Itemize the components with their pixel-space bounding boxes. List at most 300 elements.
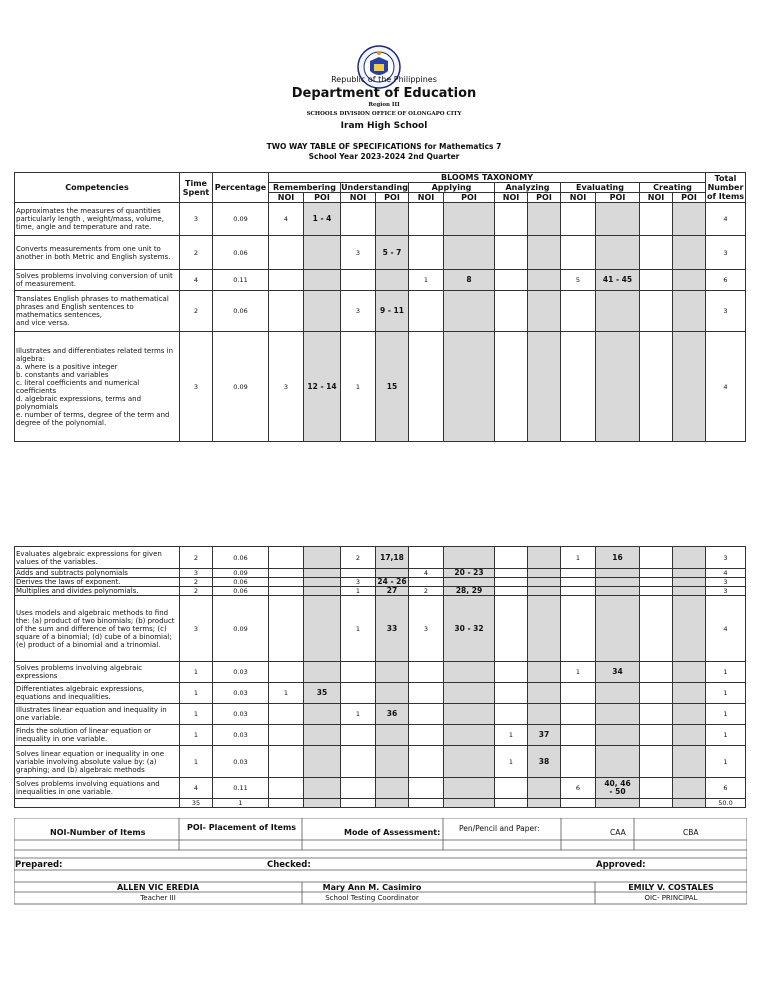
noi-cell [409,203,444,236]
poi-cell: 40, 46 - 50 [596,778,640,799]
poi-cell: 15 [376,332,409,442]
competency-text: Translates English phrases to mathematical phrases and English sentences to mathematics sentences, and vice versa. [15,291,180,332]
level-header-evaluating: Evaluating [561,183,640,193]
poi-cell: 36 [376,704,409,725]
poi-cell: 27 [376,587,409,596]
noi-cell [269,236,304,270]
total-items-cell: 1 [706,683,746,704]
percentage-cell: 0.06 [213,587,269,596]
poi-cell [304,236,341,270]
time-spent-cell: 3 [180,203,213,236]
competency-text: Converts measurements from one unit to another in both Metric and English systems. [15,236,180,270]
noi-cell [269,569,304,578]
poi-header: POI [444,193,495,203]
poi-cell [304,578,341,587]
noi-cell [495,203,528,236]
noi-cell [495,547,528,569]
noi-cell [409,332,444,442]
poi-cell [528,547,561,569]
noi-header: NOI [561,193,596,203]
noi-cell [640,236,673,270]
competency-row [15,725,746,746]
total-items-cell: 3 [706,236,746,270]
percentage-cell: 0.03 [213,662,269,683]
noi-cell: 3 [341,236,376,270]
noi-cell: 3 [409,596,444,662]
poi-cell [376,683,409,704]
approved-title: OIC- PRINCIPAL [644,894,698,902]
competency-text: Solves linear equation or inequality in one variable involving absolute value by: (a) graphing; and (b) algebraic methods [15,746,180,778]
poi-cell [528,569,561,578]
poi-cell: 33 [376,596,409,662]
document-title: TWO WAY TABLE OF SPECIFICATIONS for Mathematics 7 [266,142,502,151]
noi-cell: 4 [409,569,444,578]
totals-blank [409,799,444,808]
noi-cell [640,778,673,799]
poi-cell [673,270,706,291]
blooms-taxonomy-header: BLOOMS TAXONOMY [269,173,706,183]
poi-cell [304,547,341,569]
noi-cell: 3 [269,332,304,442]
noi-cell: 1 [409,270,444,291]
poi-cell [596,704,640,725]
poi-cell: 8 [444,270,495,291]
poi-cell [596,291,640,332]
noi-cell [640,587,673,596]
noi-header: NOI [409,193,444,203]
noi-cell [495,270,528,291]
poi-cell [673,236,706,270]
checked-name: Mary Ann M. Casimiro [322,883,422,892]
poi-cell [304,291,341,332]
poi-cell [304,587,341,596]
percentage-cell: 0.06 [213,291,269,332]
time-spent-cell: 2 [180,291,213,332]
poi-cell [673,683,706,704]
noi-cell [409,547,444,569]
poi-cell: 5 - 7 [376,236,409,270]
poi-cell [596,236,640,270]
percentage-cell: 0.11 [213,778,269,799]
competency-text: Illustrates linear equation and inequality in one variable. [15,704,180,725]
noi-legend: NOI-Number of Items [50,828,146,837]
noi-cell [269,662,304,683]
poi-cell [444,662,495,683]
poi-cell: 17,18 [376,547,409,569]
noi-cell [640,704,673,725]
time-spent-cell: 3 [180,596,213,662]
poi-cell [304,662,341,683]
noi-cell [341,270,376,291]
total-items-cell: 4 [706,332,746,442]
noi-cell [269,704,304,725]
noi-header: NOI [640,193,673,203]
poi-cell [528,291,561,332]
noi-cell: 1 [341,596,376,662]
level-header-applying: Applying [409,183,495,193]
total-items-cell: 3 [706,547,746,569]
percentage-cell: 0.06 [213,578,269,587]
poi-cell: 37 [528,725,561,746]
time-spent-cell: 1 [180,725,213,746]
poi-cell [673,569,706,578]
noi-cell [561,725,596,746]
percentage-cell: 0.09 [213,596,269,662]
noi-cell [495,662,528,683]
competency-text: Solves problems involving conversion of unit of measurement. [15,270,180,291]
poi-cell [673,725,706,746]
total-items-cell: 1 [706,662,746,683]
noi-cell [640,332,673,442]
time-spent-cell: 4 [180,778,213,799]
poi-cell: 38 [528,746,561,778]
totals-blank [495,799,528,808]
noi-cell [495,587,528,596]
noi-cell [269,746,304,778]
level-header-understanding: Understanding [341,183,408,192]
total-items-cell: 4 [706,596,746,662]
competency-row [15,662,746,683]
poi-cell [673,547,706,569]
total-time-cell: 35 [180,799,213,808]
poi-cell [528,683,561,704]
poi-cell [596,587,640,596]
poi-cell [528,587,561,596]
totals-blank [561,799,596,808]
grand-total-cell: 50.0 [706,799,746,808]
poi-cell [304,704,341,725]
poi-cell: 41 - 45 [596,270,640,291]
poi-cell [376,725,409,746]
noi-cell: 3 [341,578,376,587]
totals-blank [528,799,561,808]
division-text: SCHOOLS DIVISION OFFICE OF OLONGAPO CITY [306,111,462,117]
poi-cell: 28, 29 [444,587,495,596]
poi-cell [673,203,706,236]
poi-cell [673,662,706,683]
noi-cell: 1 [341,332,376,442]
total-items-cell: 4 [706,569,746,578]
poi-cell [596,725,640,746]
percentage-cell: 0.03 [213,683,269,704]
poi-cell [673,778,706,799]
noi-cell [640,725,673,746]
department-title: Department of Education [291,86,477,101]
percentage-cell: 0.03 [213,746,269,778]
noi-cell [269,587,304,596]
noi-cell [640,291,673,332]
poi-cell [673,332,706,442]
checked-title: School Testing Coordinator [325,894,419,902]
noi-cell [640,746,673,778]
noi-cell [269,578,304,587]
competency-text: Uses models and algebraic methods to find the: (a) product of two binomials; (b) product of the sum and difference of two terms; (c) square of a binomial; (d) cube of a binomial; (e) product of a binomial and a trinomial. [15,596,180,662]
total-items-header: Total Number of Items [706,174,745,201]
poi-cell [376,662,409,683]
competency-row [15,547,746,569]
totals-blank [269,799,304,808]
poi-cell [444,291,495,332]
noi-cell: 4 [269,203,304,236]
specification-table-top [14,172,746,442]
poi-cell [596,683,640,704]
totals-blank [15,799,180,808]
poi-cell [596,332,640,442]
noi-cell: 1 [341,587,376,596]
noi-cell: 1 [561,547,596,569]
time-spent-cell: 2 [180,578,213,587]
competency-row [15,332,746,442]
poi-cell [673,704,706,725]
noi-cell [341,683,376,704]
poi-cell: 34 [596,662,640,683]
poi-cell [596,746,640,778]
competency-row [15,270,746,291]
checked-label: Checked: [267,860,311,870]
noi-cell [495,596,528,662]
level-header-creating: Creating [640,183,706,193]
poi-cell: 12 - 14 [304,332,341,442]
competency-row [15,578,746,587]
noi-header: NOI [341,193,376,203]
competency-row [15,596,746,662]
poi-cell [528,596,561,662]
noi-cell: 2 [409,587,444,596]
total-items-cell: 1 [706,725,746,746]
noi-cell: 5 [561,270,596,291]
noi-cell [495,569,528,578]
competency-row [15,746,746,778]
poi-cell [376,569,409,578]
noi-cell: 3 [341,291,376,332]
total-items-cell: 3 [706,578,746,587]
noi-cell [561,236,596,270]
percentage-cell: 0.03 [213,704,269,725]
poi-cell [304,778,341,799]
poi-cell [673,587,706,596]
time-spent-cell: 1 [180,662,213,683]
mode-of-assessment-label: Mode of Assessment: [344,828,441,837]
total-items-cell: 1 [706,704,746,725]
noi-cell [341,203,376,236]
prepared-name: ALLEN VIC EREDIA [116,883,200,892]
noi-cell [495,778,528,799]
noi-cell [341,725,376,746]
poi-cell [304,569,341,578]
competency-row [15,236,746,270]
percentage-cell: 0.11 [213,270,269,291]
noi-cell: 2 [341,547,376,569]
noi-cell [495,704,528,725]
total-items-cell: 3 [706,291,746,332]
total-items-cell: 3 [706,587,746,596]
poi-cell [376,203,409,236]
poi-cell [596,596,640,662]
poi-cell [304,596,341,662]
noi-cell [495,332,528,442]
noi-cell [269,596,304,662]
time-spent-cell: 3 [180,569,213,578]
competency-text: Solves problems involving equations and inequalities in one variable. [15,778,180,799]
time-spent-header: Time Spent [180,173,213,203]
poi-cell [528,203,561,236]
percentage-cell: 0.06 [213,547,269,569]
poi-cell [304,270,341,291]
totals-blank [673,799,706,808]
republic-text: Republic of the Philippines [331,75,437,84]
noi-cell [561,596,596,662]
noi-cell [640,203,673,236]
percentage-cell: 0.09 [213,569,269,578]
poi-header: POI [304,193,341,203]
level-header-analyzing: Analyzing [495,183,561,193]
poi-cell [444,547,495,569]
noi-cell [640,547,673,569]
totals-blank [341,799,376,808]
poi-cell [673,578,706,587]
poi-header: POI [376,193,409,203]
noi-cell [269,270,304,291]
poi-cell [528,704,561,725]
noi-cell [409,704,444,725]
school-year: School Year 2023-2024 2nd Quarter [308,152,460,161]
specification-table-bottom [14,546,746,808]
competencies-header: Competencies [15,173,180,203]
totals-blank [304,799,341,808]
total-items-cell: 4 [706,203,746,236]
time-spent-cell: 2 [180,587,213,596]
percentage-cell: 0.09 [213,203,269,236]
noi-cell [409,725,444,746]
region-text: Region III [368,102,400,108]
percentage-header: Percentage [213,173,269,203]
noi-cell [561,332,596,442]
poi-cell [444,236,495,270]
competency-row [15,587,746,596]
percentage-cell: 0.06 [213,236,269,270]
competency-text: Multiplies and divides polynomials. [15,587,180,596]
totals-blank [596,799,640,808]
competency-text: Approximates the measures of quantities particularly length , weight/mass, volume, time, angle and temperature and rate. [15,203,180,236]
totals-blank [640,799,673,808]
noi-cell [409,291,444,332]
noi-cell [640,683,673,704]
noi-cell [640,596,673,662]
poi-cell [304,725,341,746]
time-spent-cell: 4 [180,270,213,291]
poi-cell [444,332,495,442]
noi-cell: 1 [495,725,528,746]
noi-cell [409,746,444,778]
cba-label: CBA [683,828,699,837]
noi-cell [269,778,304,799]
competency-text: Adds and subtracts polynomials [15,569,180,578]
noi-cell [495,683,528,704]
competency-row [15,203,746,236]
noi-cell [341,662,376,683]
noi-cell [409,578,444,587]
poi-header: POI [596,193,640,203]
poi-cell [528,270,561,291]
noi-cell [561,587,596,596]
noi-cell [269,291,304,332]
noi-cell [495,291,528,332]
noi-cell: 6 [561,778,596,799]
poi-cell [528,578,561,587]
total-items-cell: 6 [706,270,746,291]
noi-cell [409,683,444,704]
total-items-cell: 1 [706,746,746,778]
total-percentage-cell: 1 [213,799,269,808]
time-spent-cell: 1 [180,704,213,725]
poi-cell [444,683,495,704]
time-spent-cell: 2 [180,236,213,270]
poi-cell [376,270,409,291]
noi-cell [409,236,444,270]
poi-cell [444,746,495,778]
competency-row [15,683,746,704]
totals-row [15,799,746,808]
competency-row [15,291,746,332]
poi-cell [444,203,495,236]
noi-cell [341,746,376,778]
poi-cell [673,291,706,332]
noi-cell: 1 [341,704,376,725]
poi-header: POI [528,193,561,203]
poi-cell [528,332,561,442]
poi-cell [596,569,640,578]
poi-cell [444,778,495,799]
totals-blank [376,799,409,808]
competency-text: Evaluates algebraic expressions for given values of the variables. [15,547,180,569]
poi-cell [376,746,409,778]
competency-text: Differentiates algebraic expressions, equations and inequalities. [15,683,180,704]
competency-text: Illustrates and differentiates related terms in algebra: a. where is a positive integer b. constants and variables c. literal coefficients and numerical coefficients d. algebraic expressions, terms and polynomials e. number of terms, degree of the term and degree of the polynomial. [15,332,180,442]
poi-cell: 35 [304,683,341,704]
poi-cell [304,746,341,778]
noi-cell [640,569,673,578]
time-spent-cell: 3 [180,332,213,442]
poi-cell [673,596,706,662]
poi-cell: 16 [596,547,640,569]
noi-cell [640,270,673,291]
poi-cell [444,725,495,746]
noi-cell: 1 [495,746,528,778]
poi-cell [528,778,561,799]
poi-cell [528,236,561,270]
percentage-cell: 0.03 [213,725,269,746]
noi-header: NOI [269,193,304,203]
competency-row [15,778,746,799]
noi-cell [409,662,444,683]
noi-cell: 1 [561,662,596,683]
poi-cell: 24 - 26 [377,577,407,586]
approved-label: Approved: [596,860,646,870]
poi-cell: 30 - 32 [444,596,495,662]
noi-cell [269,547,304,569]
prepared-title: Teacher III [140,894,176,902]
competency-row [15,569,746,578]
noi-cell [561,569,596,578]
noi-cell [561,746,596,778]
noi-header: NOI [495,193,528,203]
time-spent-cell: 1 [180,683,213,704]
caa-label: CAA [610,828,626,837]
totals-blank [444,799,495,808]
noi-cell [495,236,528,270]
poi-cell [596,578,640,587]
poi-cell [444,578,495,587]
